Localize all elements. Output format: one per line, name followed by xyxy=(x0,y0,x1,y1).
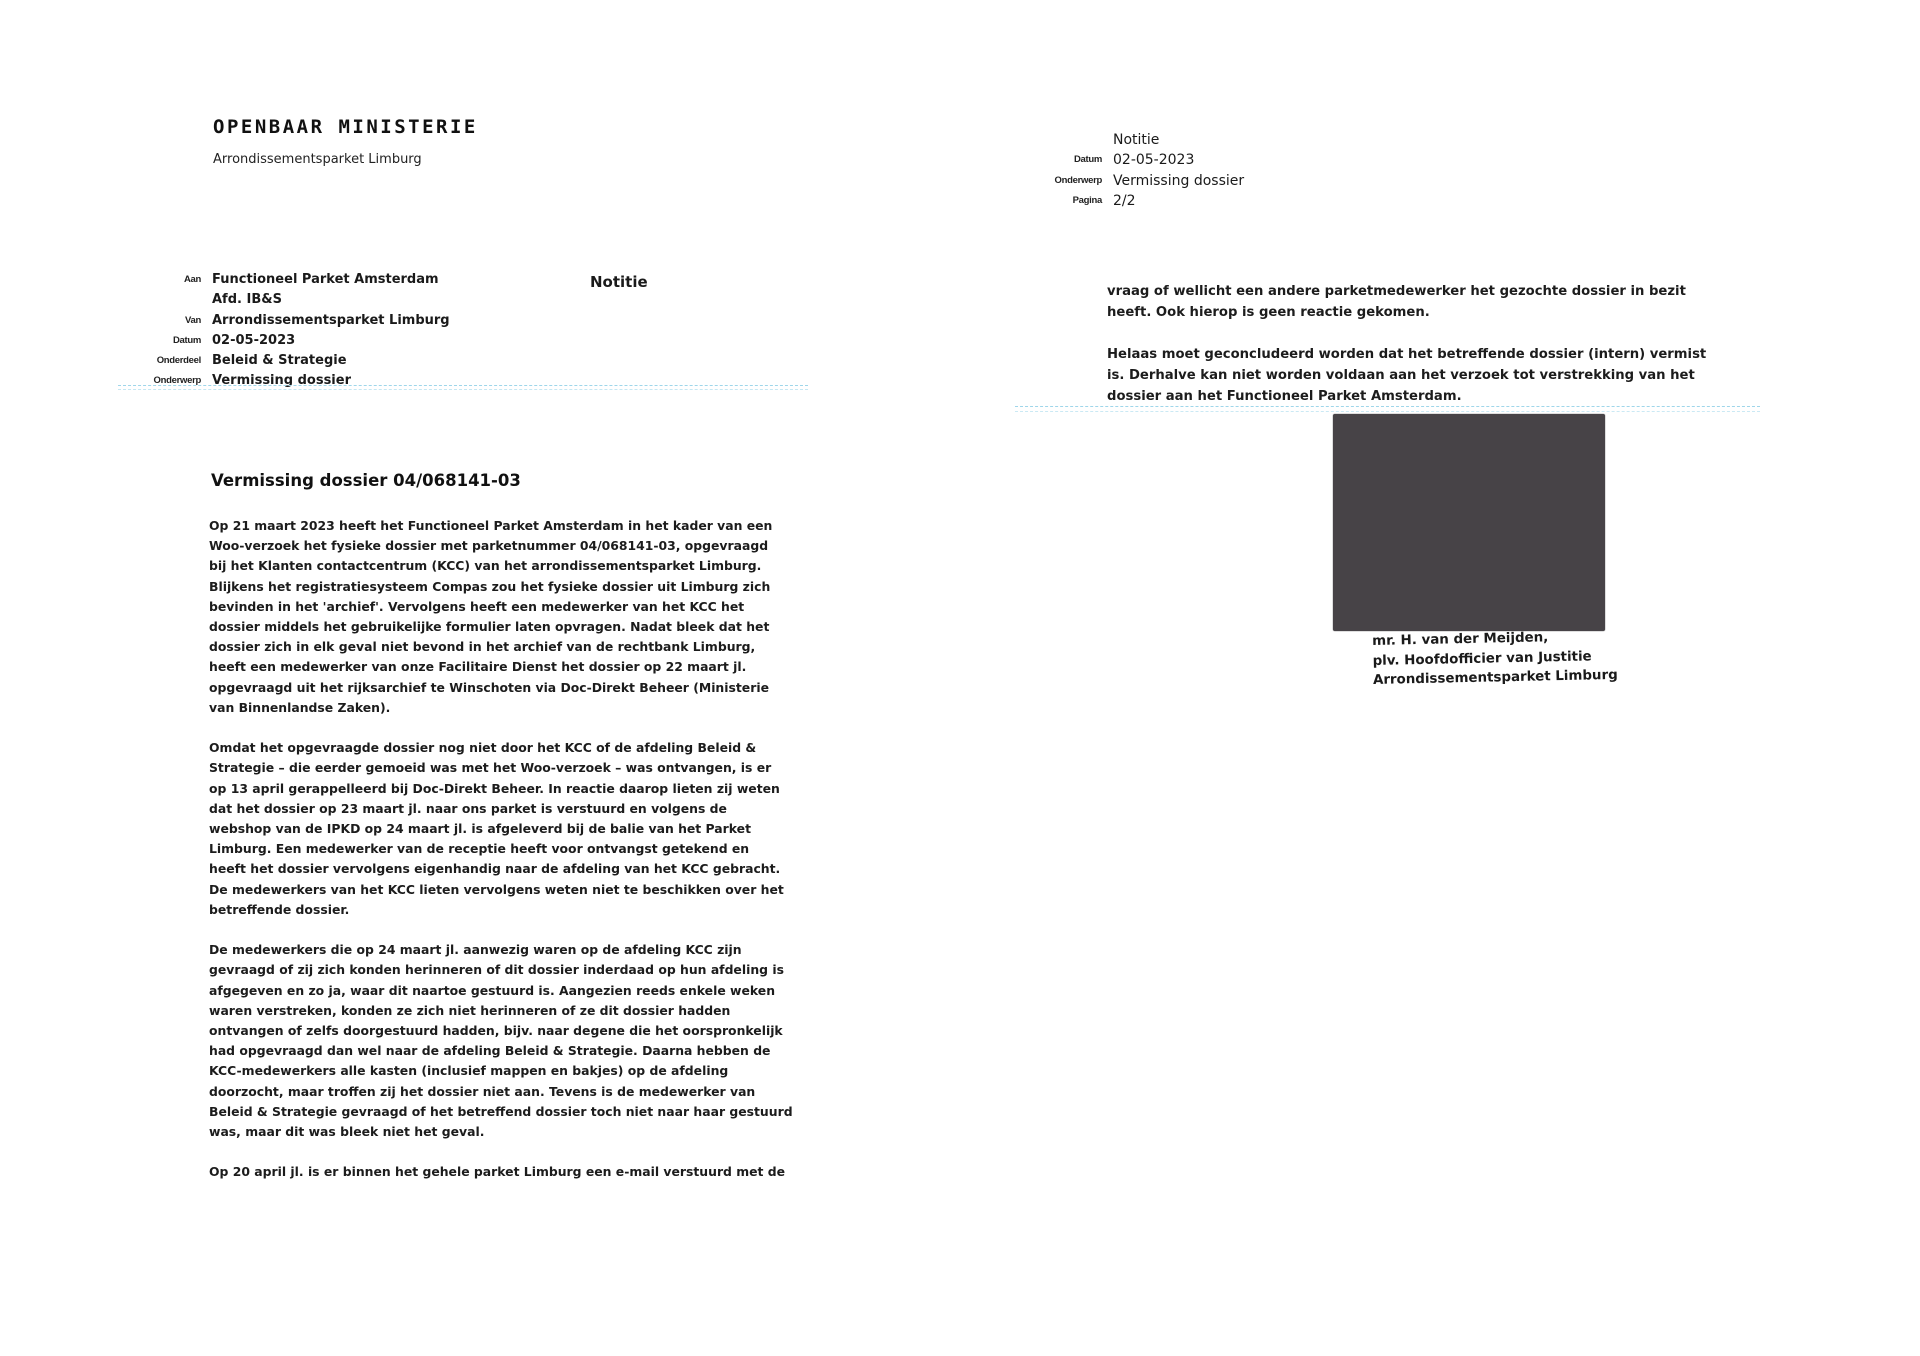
text-line: dossier zich in elk geval niet bevond in het archief van de rechtbank Limburg, xyxy=(209,639,756,655)
text-line: is. Derhalve kan niet worden voldaan aan het verzoek tot verstrekking van het xyxy=(1107,368,1695,383)
text-line: Op 20 april jl. is er binnen het gehele parket Limburg een e-mail verstuurd met de xyxy=(209,1164,786,1180)
meta-label: Onderdeel xyxy=(156,355,201,367)
meta-label: Van xyxy=(185,314,201,326)
text-line: ontvangen of zelfs doorgestuurd hadden, bijv. naar degene die het oorspronkelijk xyxy=(209,1023,783,1039)
meta-row-onderwerp xyxy=(1022,171,1244,191)
meta-value: Afd. IB&S xyxy=(212,292,282,308)
text-line: Beleid & Strategie gevraagd of het betreffend dossier toch niet naar haar gestuurd xyxy=(209,1103,793,1119)
body-text xyxy=(209,516,793,1203)
divider-line xyxy=(1015,406,1760,407)
meta-value: Notitie xyxy=(1113,132,1160,148)
paragraph-conclusion xyxy=(1107,344,1707,407)
paragraph-continued xyxy=(1107,281,1707,323)
meta-value: Vermissing dossier xyxy=(212,373,351,389)
text-line: dat het dossier op 23 maart jl. naar ons parket is verstuurd en volgens de xyxy=(209,800,727,816)
text-line: waren verstreken, konden ze zich niet herinneren of ze dit dossier hadden xyxy=(209,1002,731,1018)
letter-metadata xyxy=(121,270,450,392)
meta-value: Beleid & Strategie xyxy=(212,353,347,369)
meta-row-pagina xyxy=(1022,191,1244,211)
text-line: heeft een medewerker van onze Facilitaire Dienst het dossier op 22 maart jl. xyxy=(209,659,747,675)
text-line: Omdat het opgevraagde dossier nog niet door het KCC of de afdeling Beleid & xyxy=(209,740,757,756)
meta-value: Arrondissementsparket Limburg xyxy=(212,312,450,328)
signatory-name: mr. H. van der Meijden, xyxy=(1372,630,1549,649)
meta-row-doc-type xyxy=(1022,130,1244,150)
meta-row-van xyxy=(121,311,450,331)
meta-row-onderdeel xyxy=(121,351,450,371)
meta-label: Pagina xyxy=(1072,194,1102,206)
text-line: Helaas moet geconcludeerd worden dat het betreffende dossier (intern) vermist xyxy=(1107,347,1707,362)
meta-label: Onderwerp xyxy=(1054,174,1102,186)
document-heading: Vermissing dossier 04/068141-03 xyxy=(211,471,521,490)
paragraph-3 xyxy=(209,940,793,1142)
meta-row-aan-cont xyxy=(121,290,450,310)
meta-label: Datum xyxy=(172,334,201,346)
text-line: Strategie – die eerder gemoeid was met het Woo-verzoek – was ontvangen, is er xyxy=(209,760,772,776)
meta-row-datum xyxy=(1022,150,1244,170)
text-line: bij het Klanten contactcentrum (KCC) van het arrondissementsparket Limburg. xyxy=(209,558,762,574)
meta-value: Vermissing dossier xyxy=(1113,172,1245,189)
signatory-title: plv. Hoofdofficier van Justitie xyxy=(1372,648,1592,669)
page-2-metadata xyxy=(1022,130,1244,211)
text-line: Woo-verzoek het fysieke dossier met parketnummer 04/068141-03, opgevraagd xyxy=(209,538,769,554)
document-type-label: Notitie xyxy=(590,273,648,291)
meta-label: Onderwerp xyxy=(153,375,201,387)
text-line: dossier aan het Functioneel Parket Amsterdam. xyxy=(1107,389,1462,404)
text-line: bevinden in het 'archief'. Vervolgens heeft een medewerker van het KCC het xyxy=(209,598,745,614)
meta-value: 02-05-2023 xyxy=(1113,152,1195,169)
text-line: Limburg. Een medewerker van de receptie heeft voor ontvangst getekend en xyxy=(209,841,750,857)
redacted-signature xyxy=(1333,414,1605,631)
text-line: Blijkens het registratiesysteem Compas zou het fysieke dossier uit Limburg zich xyxy=(209,578,771,594)
meta-label: Aan xyxy=(183,274,201,285)
text-line: De medewerkers die op 24 maart jl. aanwezig waren op de afdeling KCC zijn xyxy=(209,942,742,958)
paragraph-1 xyxy=(209,516,773,718)
text-line: De medewerkers van het KCC lieten vervolgens weten niet te beschikken over het xyxy=(209,881,784,897)
text-line: webshop van de IPKD op 24 maart jl. is afgeleverd bij de balie van het Parket xyxy=(209,821,751,837)
text-line: vraag of wellicht een andere parketmedewerker het gezochte dossier in bezit xyxy=(1107,284,1686,299)
text-line: KCC-medewerkers alle kasten (inclusief mappen en bakjes) op de afdeling xyxy=(209,1063,729,1079)
meta-row-datum xyxy=(121,331,450,351)
paragraph-4 xyxy=(209,1162,786,1182)
text-line: gevraagd of zij zich konden herinneren of dit dossier inderdaad op hun afdeling is xyxy=(209,962,784,978)
sub-organization: Arrondissementsparket Limburg xyxy=(213,152,422,167)
divider-line xyxy=(118,385,808,386)
organization-title: OPENBAAR MINISTERIE xyxy=(213,116,478,138)
text-line: dossier middels het gebruikelijke formulier laten opvragen. Nadat bleek dat het xyxy=(209,619,770,635)
text-line: was, maar dit was bleek niet het geval. xyxy=(209,1124,485,1140)
text-line: betreffende dossier. xyxy=(209,901,350,917)
text-line: heeft het dossier vervolgens eigenhandig naar de afdeling van het KCC gebracht. xyxy=(209,861,781,877)
divider-line xyxy=(1015,411,1760,412)
meta-label: Datum xyxy=(1073,154,1102,166)
meta-row-aan xyxy=(121,270,450,290)
text-line: opgevraagd uit het rijksarchief te Winschoten via Doc-Direkt Beheer (Ministerie xyxy=(209,679,769,695)
text-line: op 13 april gerappelleerd bij Doc-Direkt Beheer. In reactie daarop lieten zij weten xyxy=(209,780,780,796)
text-line: had opgevraagd dan wel naar de afdeling Beleid & Strategie. Daarna hebben de xyxy=(209,1043,771,1059)
paragraph-2 xyxy=(209,738,784,920)
signatory-block xyxy=(1372,627,1618,691)
meta-value: Functioneel Parket Amsterdam xyxy=(212,272,439,287)
divider-line xyxy=(118,389,808,390)
meta-value: 02-05-2023 xyxy=(212,332,296,348)
text-line: Op 21 maart 2023 heeft het Functioneel Parket Amsterdam in het kader van een xyxy=(209,518,773,533)
signatory-organization: Arrondissementsparket Limburg xyxy=(1372,667,1618,688)
text-line: heeft. Ook hierop is geen reactie gekomen. xyxy=(1107,305,1430,320)
meta-value: 2/2 xyxy=(1113,192,1136,209)
text-line: doorzocht, maar troffen zij het dossier niet aan. Tevens is de medewerker van xyxy=(209,1083,756,1099)
text-line: afgegeven en zo ja, waar dit naartoe gestuurd is. Aangezien reeds enkele weken xyxy=(209,982,776,998)
text-line: van Binnenlandse Zaken). xyxy=(209,699,391,715)
meta-label xyxy=(1022,130,1113,150)
